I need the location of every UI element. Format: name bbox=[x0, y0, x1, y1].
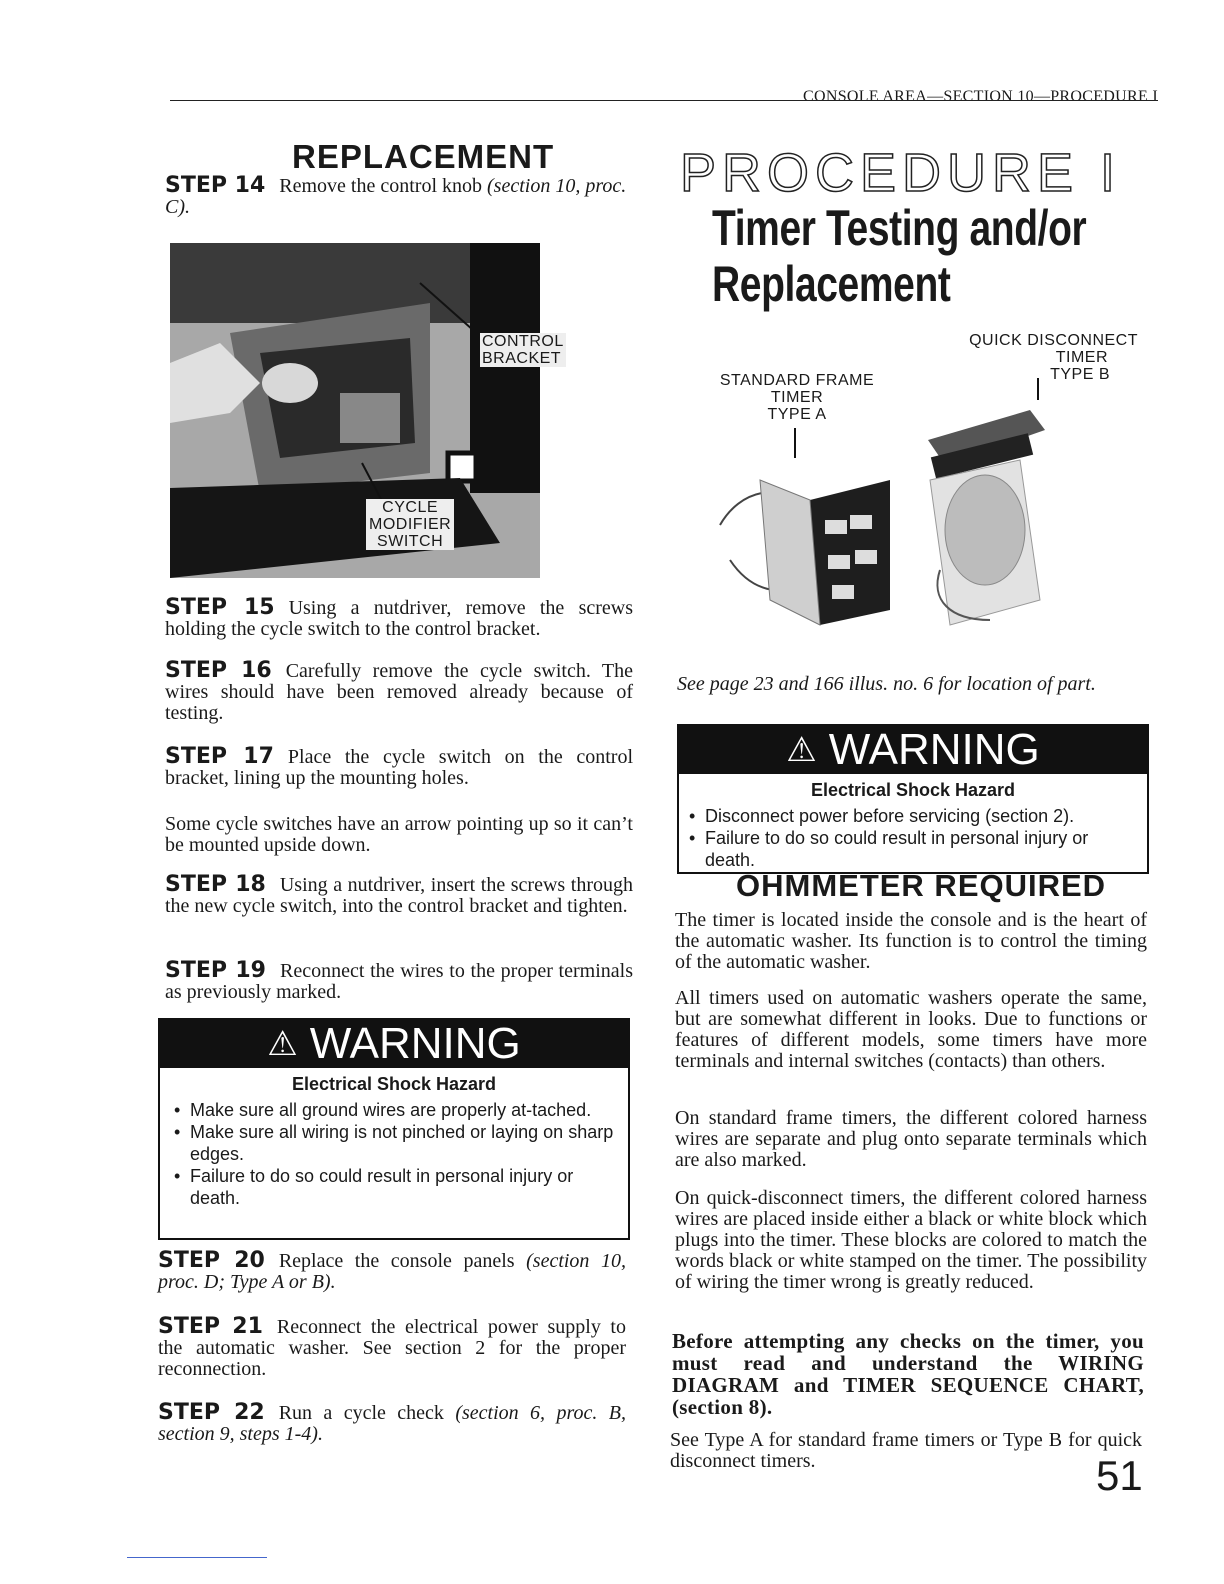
section-title-replacement: REPLACEMENT bbox=[292, 138, 555, 175]
callout-line: STANDARD FRAME bbox=[719, 372, 875, 389]
warning-item: • Make sure all ground wires are properly at-tached. bbox=[174, 1099, 614, 1121]
warning-subheading: Electrical Shock Hazard bbox=[810, 780, 1016, 800]
step-label: STEP 15 bbox=[165, 595, 275, 620]
step-label: STEP 17 bbox=[165, 744, 274, 769]
warning-heading bbox=[160, 1020, 628, 1068]
step-19 bbox=[165, 960, 633, 1003]
step-text: Reconnect the electrical power supply to the automatic washer. See section 2 for the proper reconnection. bbox=[158, 1316, 626, 1380]
step-17-note: Some cycle switches have an arrow pointing up so it can’t be mounted upside down. bbox=[165, 813, 633, 856]
callout-line: TIMER bbox=[770, 389, 824, 406]
procedure-title-line: Timer Testing and/or bbox=[712, 200, 1087, 256]
callout-line: BRACKET bbox=[482, 350, 562, 367]
paragraph: All timers used on automatic washers operate the same, but are somewhat different in looks. Due to functions or features of different models, some timers have more terminals and internal switches (contacts) than others. bbox=[675, 987, 1147, 1072]
step-18 bbox=[165, 874, 633, 917]
footer-rule bbox=[127, 1557, 267, 1558]
step-text: Carefully remove the cycle switch. The wires should have been removed already because of testing. bbox=[165, 660, 633, 724]
warning-box-right bbox=[677, 724, 1149, 874]
type-a-callout bbox=[712, 372, 882, 423]
step-label: STEP 14 bbox=[165, 173, 266, 198]
page-number: 51 bbox=[1096, 1452, 1143, 1499]
step-15 bbox=[165, 597, 633, 640]
control-bracket-callout bbox=[480, 333, 566, 367]
callout-line: CONTROL bbox=[482, 333, 564, 350]
step-ref: (section 10, proc. C). bbox=[165, 175, 627, 218]
warning-item: • Failure to do so could result in personal injury or death. bbox=[689, 827, 1133, 871]
warning-box-left bbox=[158, 1018, 630, 1240]
warning-subheading: Electrical Shock Hazard bbox=[291, 1074, 497, 1094]
location-note: See page 23 and 166 illus. no. 6 for location of part. bbox=[677, 673, 1096, 695]
step-text: Remove the control knob bbox=[279, 175, 488, 197]
step-text: Using a nutdriver, remove the screws holding the cycle switch to the control bracket. bbox=[165, 597, 634, 640]
warning-list bbox=[160, 1099, 628, 1213]
paragraph: See Type A for standard frame timers or Type B for quick disconnect timers. bbox=[670, 1429, 1142, 1472]
step-label: STEP 16 bbox=[165, 658, 272, 683]
step-text: Place the cycle switch on the control bracket, lining up the mounting holes. bbox=[165, 746, 633, 789]
procedure-label: PROCEDURE I bbox=[680, 143, 1122, 203]
callout-line: SWITCH bbox=[377, 533, 444, 550]
type-b-callout bbox=[948, 332, 1138, 383]
warning-heading-text: WARNING bbox=[309, 1019, 521, 1068]
warning-list bbox=[679, 805, 1147, 875]
warning-item: • Disconnect power before servicing (section 2). bbox=[689, 805, 1133, 827]
cycle-modifier-switch-callout bbox=[366, 499, 454, 550]
step-text: Using a nutdriver, insert the screws through the new cycle switch, into the control bracket and tighten. bbox=[165, 874, 633, 917]
step-label: STEP 22 bbox=[158, 1400, 265, 1425]
control-bracket-photo bbox=[170, 243, 564, 578]
step-text: Run a cycle check bbox=[278, 1402, 456, 1424]
callout-line: CYCLE bbox=[382, 499, 439, 516]
paragraph: On quick-disconnect timers, the different colored harness wires are placed inside either a black or white block which plugs into the timer. These blocks are colored to match the words black or white stamped on the timer. The possibility of wiring the timer wrong is greatly reduced. bbox=[675, 1187, 1147, 1293]
warning-triangle-icon: ⚠ bbox=[786, 731, 817, 769]
callout-line: TYPE A bbox=[767, 406, 827, 423]
warning-item: • Make sure all wiring is not pinched or laying on sharp edges. bbox=[174, 1121, 614, 1165]
step-label: STEP 21 bbox=[158, 1314, 263, 1339]
step-17 bbox=[165, 746, 633, 789]
step-22 bbox=[158, 1402, 626, 1445]
warning-triangle-icon: ⚠ bbox=[267, 1025, 298, 1063]
callout-line: TIMER bbox=[1055, 349, 1108, 366]
step-label: STEP 20 bbox=[158, 1248, 265, 1273]
procedure-title-line: Replacement bbox=[712, 256, 951, 312]
callout-line: TYPE B bbox=[1050, 366, 1110, 383]
running-head: CONSOLE AREA—SECTION 10—PROCEDURE I bbox=[803, 88, 1158, 105]
warning-heading bbox=[679, 726, 1147, 774]
procedure-title bbox=[712, 200, 1149, 312]
step-14 bbox=[165, 175, 643, 218]
step-label: STEP 19 bbox=[165, 958, 266, 983]
warning-heading-text: WARNING bbox=[828, 725, 1040, 774]
step-16 bbox=[165, 660, 633, 724]
paragraph: The timer is located inside the console and is the heart of the automatic washer. Its function is to control the timing of the automatic washer. bbox=[675, 909, 1147, 973]
header-rule bbox=[170, 100, 1158, 101]
step-ref: (section 6, proc. B, section 9, steps 1-4). bbox=[158, 1402, 626, 1445]
callout-line: MODIFIER bbox=[369, 516, 452, 533]
step-label: STEP 18 bbox=[165, 872, 266, 897]
step-ref: (section 10, proc. D; Type A or B). bbox=[158, 1250, 626, 1293]
warning-item: • Failure to do so could result in personal injury or death. bbox=[174, 1165, 614, 1209]
step-text: Replace the console panels bbox=[278, 1250, 527, 1272]
step-21 bbox=[158, 1316, 626, 1380]
control-bracket-illustration bbox=[170, 243, 540, 578]
paragraph: On standard frame timers, the different colored harness wires are separate and plug onto separate terminals which are also marked. bbox=[675, 1107, 1147, 1171]
bold-note: Before attempting any checks on the timer, you must read and understand the WIRING DIAGRAM and TIMER SEQUENCE CHART, (section 8). bbox=[672, 1329, 1144, 1419]
step-20 bbox=[158, 1250, 626, 1293]
step-text: Reconnect the wires to the proper terminals as previously marked. bbox=[165, 960, 633, 1003]
ohmmeter-required-heading: OHMMETER REQUIRED bbox=[736, 868, 1107, 903]
timer-types-photo bbox=[700, 330, 1145, 635]
callout-line: QUICK DISCONNECT bbox=[969, 332, 1138, 349]
